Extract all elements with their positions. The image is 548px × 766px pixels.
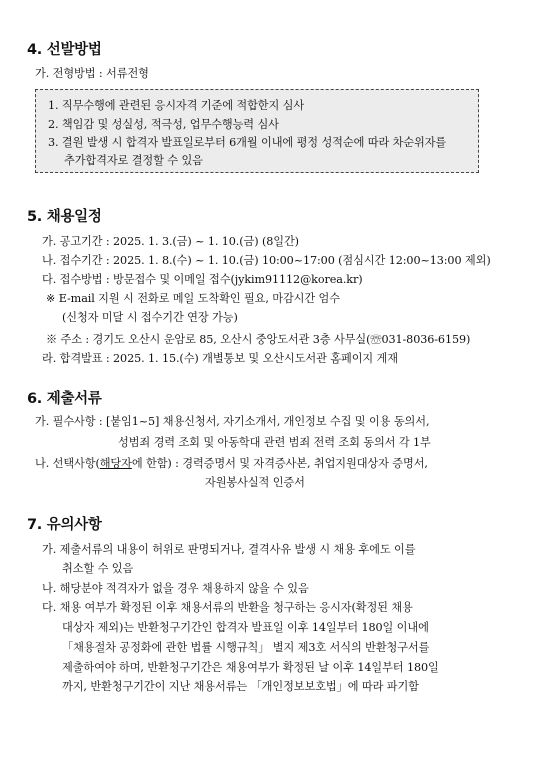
- section-6-title: 6. 제출서류: [27, 391, 102, 407]
- notice-item-b: 나. 해당분야 적격자가 없을 경우 채용하지 않을 수 있음: [42, 582, 309, 595]
- criteria-item-3-cont: 추가합격자로 결정할 수 있음: [64, 154, 203, 167]
- optional-underlined: 해당자: [99, 457, 132, 470]
- notice-item-c-line4: 제출하여야 하며, 반환청구기간은 채용여부가 확정된 날 이후 14일부터 180일: [62, 661, 439, 674]
- criteria-item-3: 3. 결원 발생 시 합격자 발표일로부터 6개월 이내에 평정 성적순에 따라 차순위자를: [48, 136, 447, 149]
- application-period: 나. 접수기간 : 2025. 1. 8.(수) ~ 1. 10.(금) 10:00~17:00 (점심시간 12:00~13:00 제외): [42, 254, 491, 267]
- application-method: 다. 접수방법 : 방문접수 및 이메일 접수(jykim91112@korea.kr): [42, 273, 363, 286]
- extension-note: (신청자 미달 시 접수기간 연장 가능): [62, 311, 238, 324]
- criteria-item-1: 1. 직무수행에 관련된 응시자격 기준에 적합한지 심사: [48, 99, 305, 112]
- optional-documents: [35, 457, 428, 471]
- required-documents-cont: 성범죄 경력 조회 및 아동학대 관련 범죄 전력 조회 동의서 각 1부: [118, 436, 431, 449]
- criteria-item-2: 2. 책임감 및 성실성, 적극성, 업무수행능력 심사: [48, 118, 279, 131]
- section-7-title: 7. 유의사항: [27, 517, 102, 533]
- notice-item-a: 가. 제출서류의 내용이 허위로 판명되거나, 결격사유 발생 시 채용 후에도 이를: [42, 543, 416, 556]
- email-note: ※ E-mail 지원 시 전화로 메일 도착확인 필요, 마감시간 엄수: [46, 292, 340, 305]
- notice-item-c-line5: 까지, 반환청구기간이 지난 채용서류는 「개인정보보호법」에 따라 파기함: [62, 680, 419, 693]
- required-documents: 가. 필수사항 : [붙임1~5] 채용신청서, 자기소개서, 개인정보 수집 및 이용 동의서,: [35, 415, 430, 428]
- notice-period: 가. 공고기간 : 2025. 1. 3.(금) ~ 1. 10.(금) (8일간): [42, 235, 299, 248]
- optional-prefix: 나. 선택사항(: [35, 457, 100, 470]
- notice-item-a-cont: 취소할 수 있음: [62, 562, 134, 575]
- section-5-title: 5. 채용일정: [27, 209, 102, 225]
- result-announcement: 라. 합격발표 : 2025. 1. 15.(수) 개별통보 및 오산시도서관 홈페이지 게재: [42, 352, 398, 365]
- notice-item-c-line3: 「채용절차 공정화에 관한 법률 시행규칙」 별지 제3호 서식의 반환청구서를: [62, 641, 430, 654]
- selection-method: 가. 전형방법 : 서류전형: [35, 67, 149, 80]
- address-note: ※ 주소 : 경기도 오산시 운암로 85, 오산시 중앙도서관 3층 사무실(☏031-8036-6159): [46, 333, 471, 346]
- optional-suffix: 에 한함) : 경력증명서 및 자격증사본, 취업지원대상자 증명서,: [131, 457, 428, 470]
- notice-item-c: 다. 채용 여부가 확정된 이후 채용서류의 반환을 청구하는 응시자(확정된 채용: [42, 601, 413, 614]
- notice-item-c-line2: 대상자 제외)는 반환청구기간인 합격자 발표일 이후 14일부터 180일 이내에: [62, 621, 429, 634]
- section-4-title: 4. 선발방법: [27, 42, 102, 58]
- optional-documents-cont: 자원봉사실적 인증서: [205, 476, 305, 489]
